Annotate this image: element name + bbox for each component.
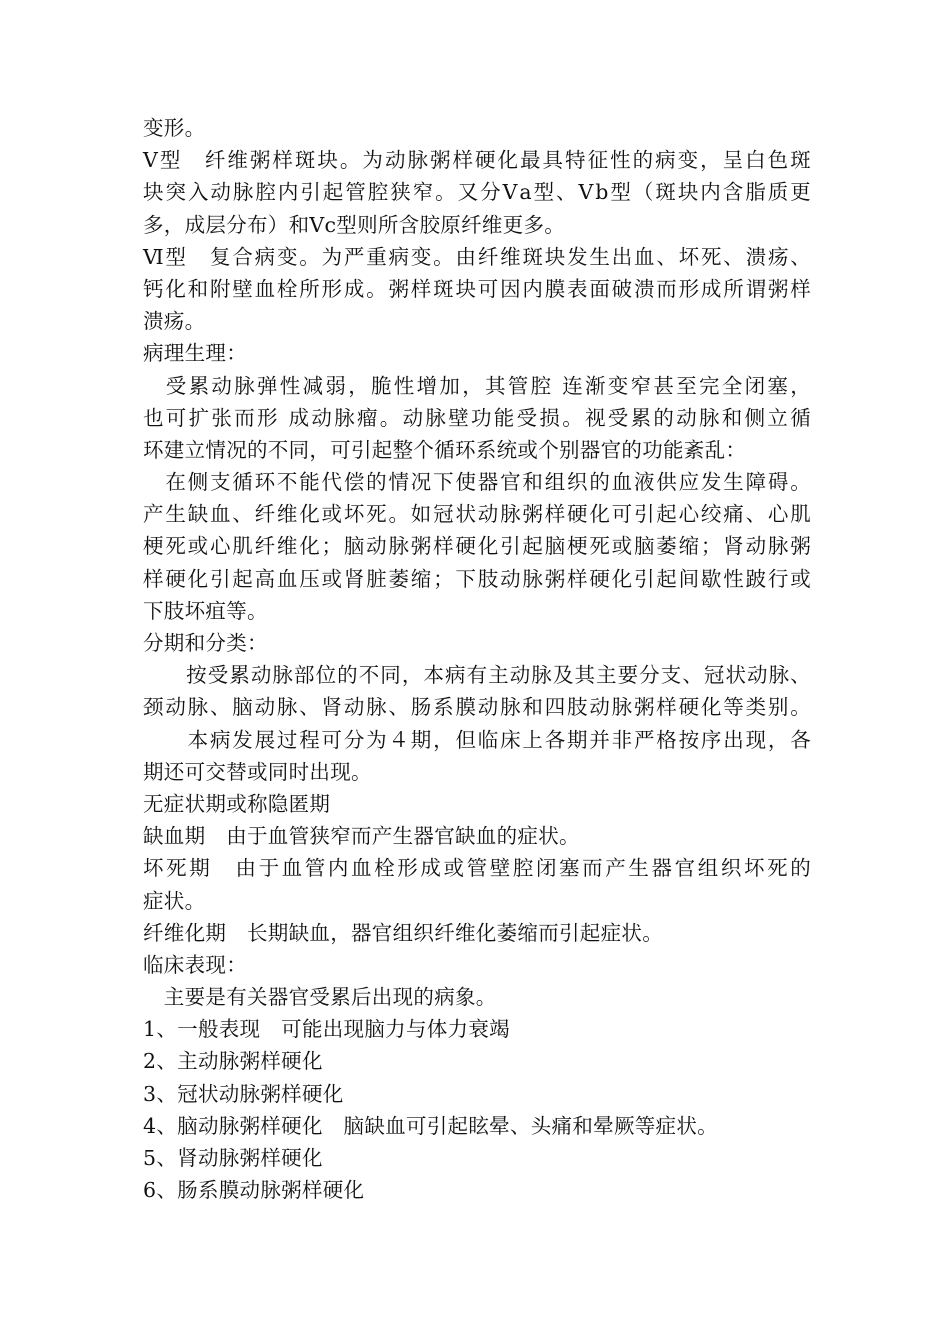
document-line: 病理生理： <box>143 341 247 366</box>
document-line: 无症状期或称隐匿期 <box>143 791 331 816</box>
document-line: 本病发展过程可分为４期，但临床上各期并非严格按序出现，各 <box>143 727 811 752</box>
document-line: 缺血期 由于血管狭窄而产生器官缺血的症状。 <box>143 824 580 849</box>
document-body <box>143 112 811 1206</box>
document-line: 在侧支循环不能代偿的情况下使器官和组织的血液供应发生障碍。 <box>143 470 811 495</box>
document-line: 1、一般表现 可能出现脑力与体力衰竭 <box>143 1017 510 1042</box>
document-line: 期还可交替或同时出现。 <box>143 759 372 784</box>
document-line: 下肢坏疽等。 <box>143 598 268 623</box>
document-line: 多，成层分布）和Ⅴc型则所含胶原纤维更多。 <box>143 212 566 237</box>
document-line: 症状。 <box>143 888 206 913</box>
document-line: 纤维化期 长期缺血，器官组织纤维化萎缩而引起症状。 <box>143 920 663 945</box>
document-line: 4、脑动脉粥样硬化 脑缺血可引起眩晕、头痛和晕厥等症状。 <box>143 1113 718 1138</box>
document-line: 5、肾动脉粥样硬化 <box>143 1146 323 1170</box>
document-line: 2、主动脉粥样硬化 <box>143 1049 323 1074</box>
document-line: 块突入动脉腔内引起管腔狭窄。又分Ⅴa型、Ⅴb型（斑块内含脂质更 <box>143 180 811 205</box>
document-line: 钙化和附壁血栓所形成。粥样斑块可因内膜表面破溃而形成所谓粥样 <box>143 276 811 301</box>
document-line: Ⅴ型 纤维粥样斑块。为动脉粥样硬化最具特征性的病变，呈白色斑 <box>143 148 811 173</box>
document-line: 受累动脉弹性减弱，脆性增加，其管腔 连渐变窄甚至完全闭塞， <box>143 373 811 398</box>
document-line: 变形。 <box>143 116 206 140</box>
document-line: 环建立情况的不同，可引起整个循环系统或个别器官的功能紊乱： <box>143 437 747 462</box>
document-line: 颈动脉、脑动脉、肾动脉、肠系膜动脉和四肢动脉粥样硬化等类别。 <box>143 695 811 720</box>
document-line: 6、肠系膜动脉粥样硬化 <box>143 1178 365 1203</box>
document-line: 梗死或心肌纤维化；脑动脉粥样硬化引起脑梗死或脑萎缩；肾动脉粥 <box>143 534 811 559</box>
document-line: Ⅵ型 复合病变。为严重病变。由纤维斑块发生出血、坏死、溃疡、 <box>143 244 811 269</box>
document-line: 主要是有关器官受累后出现的病象。 <box>143 985 497 1010</box>
document-line: 坏死期 由于血管内血栓形成或管壁腔闭塞而产生器官组织坏死的 <box>143 856 811 881</box>
document-line: 按受累动脉部位的不同，本病有主动脉及其主要分支、冠状动脉、 <box>143 663 811 688</box>
document-line: 临床表现： <box>143 952 247 977</box>
document-line: 也可扩张而形 成动脉瘤。动脉壁功能受损。视受累的动脉和侧立循 <box>143 405 811 430</box>
document-line: 3、冠状动脉粥样硬化 <box>143 1081 344 1106</box>
document-line: 样硬化引起高血压或肾脏萎缩；下肢动脉粥样硬化引起间歇性跛行或 <box>143 566 811 591</box>
document-line: 分期和分类： <box>143 631 268 655</box>
document-line: 产生缺血、纤维化或坏死。如冠状动脉粥样硬化可引起心绞痛、心肌 <box>143 502 811 527</box>
document-line: 溃疡。 <box>143 309 206 334</box>
